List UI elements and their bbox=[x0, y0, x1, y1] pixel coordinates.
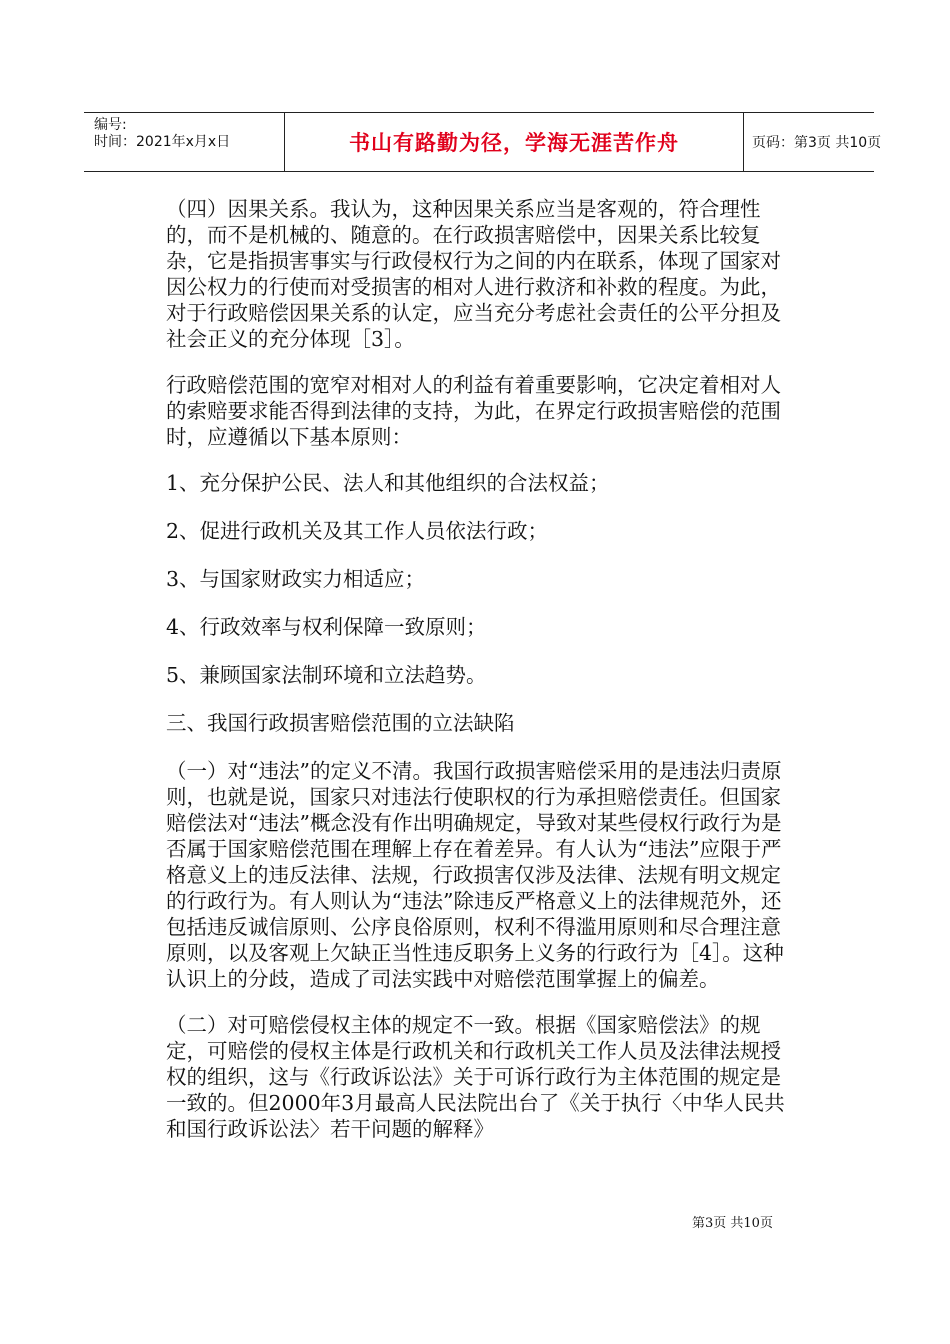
header-page-code: 页码：第3页 共10页 bbox=[752, 135, 882, 151]
paragraph-causality: （四）因果关系。我认为，这种因果关系应当是客观的，符合理性的，而不是机械的、随意的。在行政损害赔偿中，因果关系比较复杂，它是指损害事实与行政侵权行为之间的内在联系，体现了国家对因公权力的行使而对受损害的相对人进行救济和补救的程度。为此，对于行政赔偿因果关系的认定，应当充分考虑社会责任的公平分担及社会正义的充分体现［3］。 bbox=[166, 197, 781, 351]
number-label: 编号: bbox=[94, 117, 127, 133]
paragraph-scope-intro: 行政赔偿范围的宽窄对相对人的利益有着重要影响，它决定着相对人的索赔要求能否得到法律的支持，为此，在界定行政损害赔偿的范围时，应遵循以下基本原则： bbox=[166, 373, 781, 449]
principle-item-5: 5、兼顾国家法制环境和立法趋势。 bbox=[166, 663, 487, 687]
header-meta bbox=[84, 113, 284, 171]
motto-text: 书山有路勤为径，学海无涯苦作舟 bbox=[349, 131, 679, 155]
principle-item-2: 2、促进行政机关及其工作人员依法行政； bbox=[166, 519, 549, 543]
page-header bbox=[84, 112, 882, 172]
principle-item-4: 4、行政效率与权利保障一致原则； bbox=[166, 615, 487, 639]
principle-item-3: 3、与国家财政实力相适应； bbox=[166, 567, 426, 591]
paragraph-subject: （二）对可赔偿侵权主体的规定不一致。根据《国家赔偿法》的规定，可赔偿的侵权主体是行政机关和行政机关工作人员及法律法规授权的组织，这与《行政诉讼法》关于可诉行政行为主体范围的规定是一致的。但2000年3月最高人民法院出台了《关于执行〈中华人民共和国行政诉讼法〉若干问题的解释》 bbox=[166, 1013, 785, 1141]
page-footer: 第3页 共10页 bbox=[692, 1216, 773, 1231]
header-motto-cell bbox=[284, 113, 744, 171]
time-label: 时间：2021年x月x日 bbox=[94, 134, 231, 150]
section-heading: 三、我国行政损害赔偿范围的立法缺陷 bbox=[166, 711, 515, 735]
paragraph-illegality: （一）对“违法”的定义不清。我国行政损害赔偿采用的是违法归责原则，也就是说，国家只对违法行使职权的行为承担赔偿责任。但国家赔偿法对“违法”概念没有作出明确规定，导致对某些侵权行政行为是否属于国家赔偿范围在理解上存在着差异。有人认为“违法”应限于严格意义上的违反法律、法规，行政损害仅涉及法律、法规有明文规定的行政行为。有人则认为“违法”除违反严格意义上的法律规范外，还包括违反诚信原则、公序良俗原则，权利不得滥用原则和尽合理注意原则，以及客观上欠缺正当性违反职务上义务的行政行为［4］。这种认识上的分歧，造成了司法实践中对赔偿范围掌握上的偏差。 bbox=[166, 759, 784, 991]
document-body bbox=[166, 196, 798, 1162]
principle-item-1: 1、充分保护公民、法人和其他组织的合法权益； bbox=[166, 471, 610, 495]
